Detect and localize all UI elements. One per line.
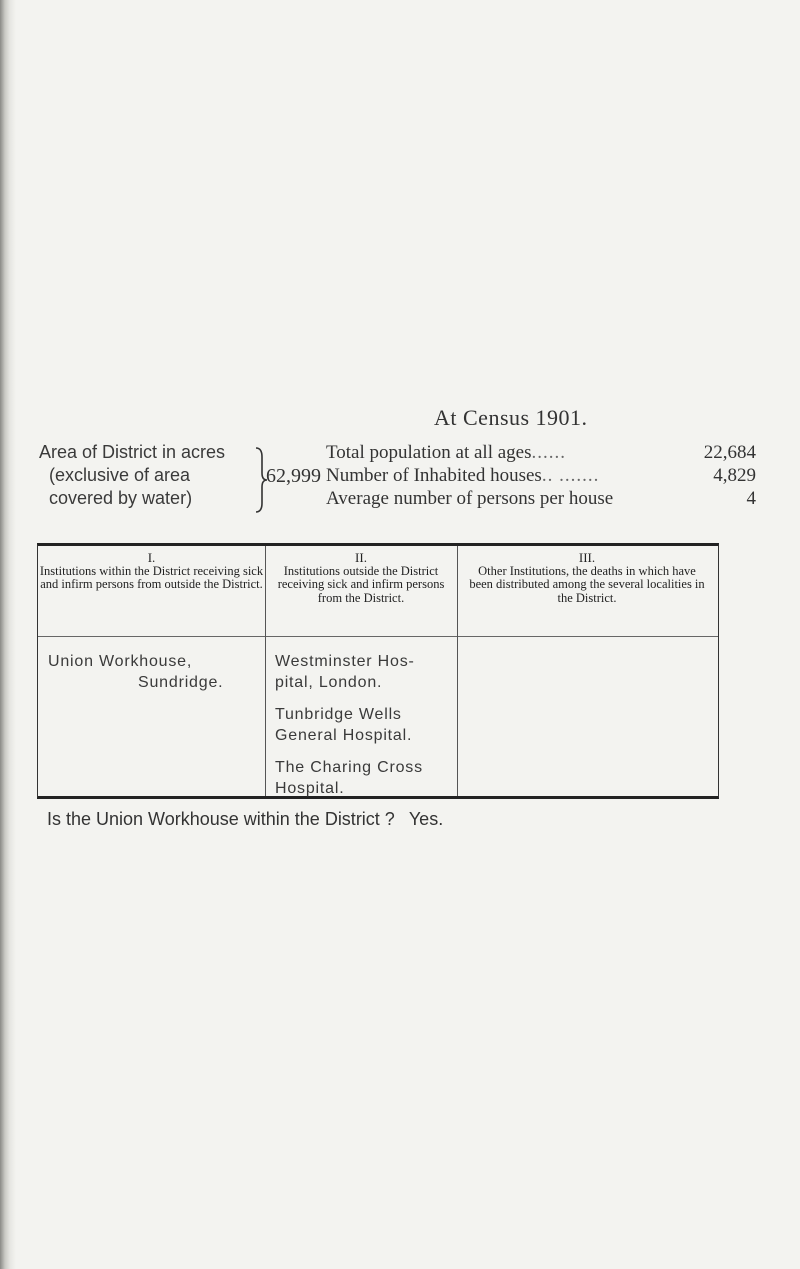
area-line-1: Area of District in acres (39, 442, 226, 462)
stat-label: Total population at all ages (326, 442, 532, 463)
answer-text: Yes. (408, 809, 444, 829)
column-number: III. (578, 550, 596, 565)
stat-label: Average number of persons per house (326, 488, 614, 509)
column-2 (265, 546, 457, 796)
institutions-table (37, 543, 719, 799)
institution-entry (275, 757, 457, 799)
stat-row-houses (326, 464, 756, 487)
institution-entry (275, 704, 457, 746)
stat-value: 22,684 (703, 442, 756, 463)
census-heading: At Census 1901. (434, 405, 588, 430)
page-edge-shadow (0, 0, 16, 1269)
census-stats (326, 441, 756, 510)
entry-line: Hospital. (275, 780, 345, 797)
area-line-2: (exclusive of area (49, 465, 191, 485)
stat-leader-dots: ...... (531, 442, 567, 463)
entry-line: Tunbridge Wells (275, 706, 402, 723)
stat-leader-dots (613, 487, 746, 510)
column-1-entries (38, 651, 265, 704)
entry-line: Sundridge. (138, 674, 224, 691)
stat-leader-dots: .. ....... (541, 465, 600, 486)
entry-line: Union Workhouse, (48, 653, 193, 670)
stat-row-persons-per-house (326, 487, 756, 510)
stat-value: 4,829 (713, 465, 756, 486)
institution-entry (275, 651, 457, 693)
question-text: Is the Union Workhouse within the District ? (47, 809, 395, 829)
column-1-header (38, 546, 265, 592)
area-line-3: covered by water) (49, 488, 193, 508)
column-2-header (265, 546, 457, 605)
column-3-header (457, 546, 717, 605)
stat-value: 4 (746, 488, 756, 509)
stat-label: Number of Inhabited houses (326, 465, 542, 486)
column-heading: Institutions within the District receiving sick and infirm persons from outside the District. (39, 563, 264, 591)
area-acres-value: 62,999 (266, 465, 321, 487)
entry-line: General Hospital. (275, 727, 413, 744)
column-1 (38, 546, 265, 796)
entry-line: The Charing Cross (275, 759, 423, 776)
entry-line: Westminster Hos- (275, 653, 415, 670)
institution-entry (48, 651, 265, 693)
column-2-entries (265, 651, 457, 810)
entry-line: pital, London. (275, 674, 383, 691)
column-heading: Institutions outside the District receiving sick and infirm persons from the District. (277, 563, 445, 605)
workhouse-question (47, 809, 443, 830)
column-number: II. (355, 550, 367, 565)
area-description (39, 441, 225, 510)
column-3 (457, 546, 717, 796)
column-heading: Other Institutions, the deaths in which have been distributed among the several localities in the District. (469, 563, 705, 605)
stat-row-population (326, 441, 756, 464)
column-number: I. (147, 550, 156, 565)
